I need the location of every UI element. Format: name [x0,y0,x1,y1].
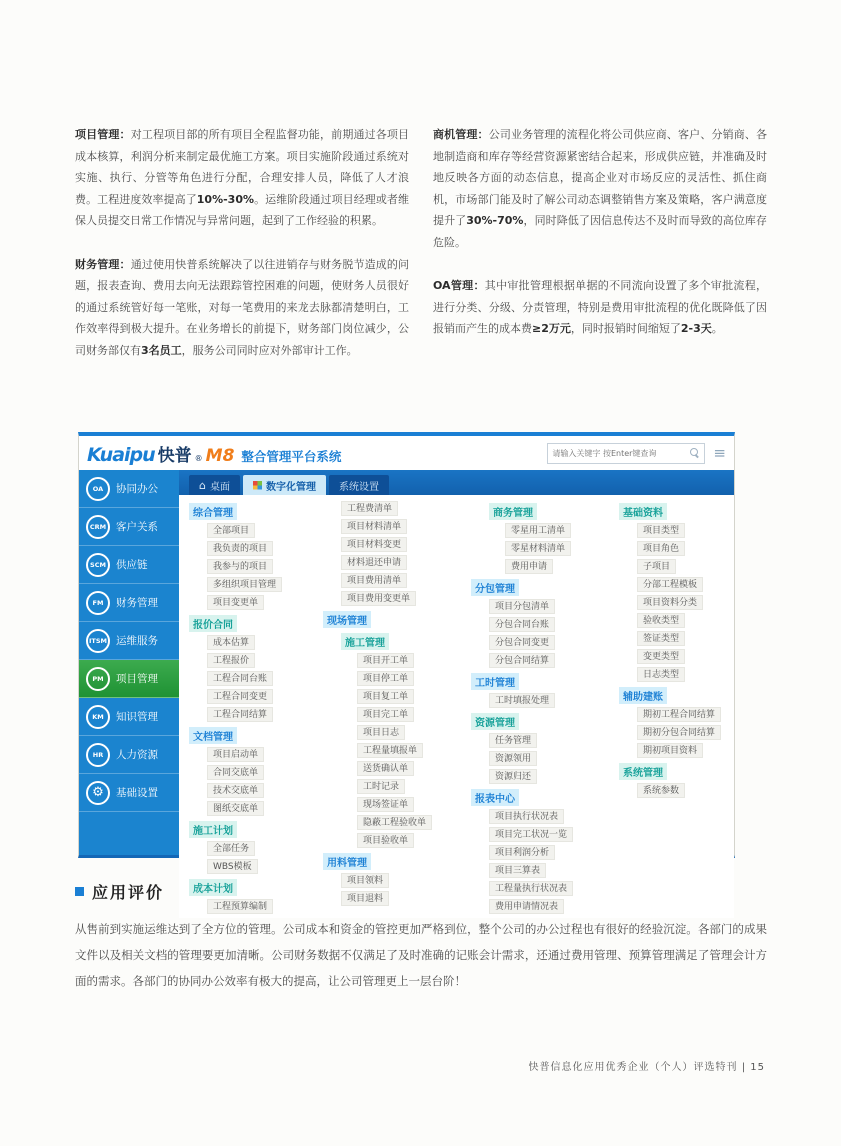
menu-item[interactable]: 项目退料 [341,891,389,906]
menu-column-3 [471,501,617,914]
menu-item[interactable]: 项目资料分类 [637,595,703,610]
module-circle-icon: HR [86,743,110,767]
logo-product-title: 整合管理平台系统 [241,448,342,464]
paragraph-opportunity-management: 商机管理：公司业务管理的流程化将公司供应商、客户、分销商、各地制造商和库存等经营资源紧密结合起来，形成供应链，并准确及时地反映各方面的动态信息，提高企业对市场反应的灵活性、抓住商机，市场部门能及时了解公司动态调整销售方案及策略，客户满意度提升了30%-70%，同时降低了因信息传达不及时而导致的高位库存危险。 [433,128,768,249]
sidebar-item-财务管理[interactable] [79,584,179,622]
menu-content [179,495,734,918]
search-box[interactable] [547,443,705,464]
menu-item[interactable]: 变更类型 [637,649,685,664]
menu-item[interactable]: 验收类型 [637,613,685,628]
menu-item[interactable]: 项目执行状况表 [489,809,564,824]
menu-section-header[interactable]: 基础资料 [619,503,667,520]
tab-label: 数字化管理 [265,481,316,493]
paragraph-finance-management: 财务管理：通过使用快普系统解决了以往进销存与财务脱节造成的问题，报表查询、费用去向无法跟踪管控困难的问题，使财务人员很好的通过系统管好每一笔账，对每一笔费用的来龙去脉都清楚明白，工作效率得到极大提升。在业务增长的前提下，财务部门岗位减少，公司财务部仅有3名员工，服务公司同时应对外部审计工作。 [75,257,410,357]
menu-item[interactable]: 隐蔽工程验收单 [357,815,432,830]
menu-item[interactable]: 全部项目 [207,523,255,538]
menu-item[interactable]: 技术交底单 [207,783,264,798]
paragraph-project-management: 项目管理：对工程项目部的所有项目全程监督功能，前期通过各项目成本核算，利润分析来制定最优施工方案。项目实施阶段通过系统对实施、执行、分管等角色进行分配，合理安排人员，降低了人才浪费。工程进度效率提高了10%-30%。运维阶段通过项目经理或者维保人员提交日常工作情况与异常问题，起到了工作经验的积累。 [75,128,410,227]
menu-section-header[interactable]: 成本计划 [189,879,237,896]
tab-系统设置[interactable] [329,475,389,495]
app-header [79,436,734,470]
menu-item[interactable]: 分包合同台账 [489,617,555,632]
intro-left-column [75,124,409,383]
app-right-pane [179,470,734,912]
module-circle-icon: FM [86,591,110,615]
sidebar-item-label: 财务管理 [116,597,158,609]
menu-item[interactable]: 成本估算 [207,635,255,650]
sidebar-item-label: 协同办公 [116,483,158,495]
menu-item[interactable]: 费用申请情况表 [489,899,564,914]
home-icon: ⌂ [199,478,206,492]
menu-item[interactable]: 工程合同结算 [207,707,273,722]
menu-item[interactable]: 签证类型 [637,631,685,646]
logo-kuaipu-text: Kuaipu [87,443,155,466]
menu-item[interactable]: 项目费用变更单 [341,591,416,606]
menu-section-header[interactable]: 报价合同 [189,615,237,632]
sidebar-item-协同办公[interactable] [79,470,179,508]
menu-icon[interactable]: ≡ [713,443,726,462]
menu-item[interactable]: 送货确认单 [357,761,414,776]
menu-section-header[interactable]: 用料管理 [323,853,371,870]
module-circle-icon: OA [86,477,110,501]
sidebar-item-客户关系[interactable] [79,508,179,546]
menu-item[interactable]: 工时填报处理 [489,693,555,708]
menu-section-header[interactable]: 施工计划 [189,821,237,838]
menu-item[interactable]: 项目材料清单 [341,519,407,534]
menu-item[interactable]: 期初项目资料 [637,743,703,758]
menu-section-header[interactable]: 系统管理 [619,763,667,780]
menu-item[interactable]: 工时记录 [357,779,405,794]
menu-item[interactable]: 项目利润分析 [489,845,555,860]
module-circle-icon: KM [86,705,110,729]
menu-item[interactable]: 分包合同变更 [489,635,555,650]
menu-item[interactable]: 零星材料清单 [505,541,571,556]
sidebar-item-label: 基础设置 [116,787,158,799]
menu-item[interactable]: 费用申请 [505,559,553,574]
menu-item[interactable]: 项目分包清单 [489,599,555,614]
menu-item[interactable]: 项目三算表 [489,863,546,878]
menu-section-header[interactable]: 工时管理 [471,673,519,690]
menu-item[interactable]: 图纸交底单 [207,801,264,816]
menu-item[interactable]: 期初工程合同结算 [637,707,721,722]
menu-item[interactable]: 项目领料 [341,873,389,888]
menu-section-header[interactable]: 辅助建账 [619,687,667,704]
gear-icon: ⚙ [86,781,110,805]
menu-item[interactable]: 工程合同台账 [207,671,273,686]
menu-item[interactable]: 项目费用清单 [341,573,407,588]
menu-item[interactable]: 工程费清单 [341,501,398,516]
sidebar-item-供应链[interactable] [79,546,179,584]
sidebar-item-label: 运维服务 [116,635,158,647]
sidebar-item-基础设置[interactable] [79,774,179,812]
menu-item[interactable]: 项目完工状况一览 [489,827,573,842]
sidebar-item-label: 客户关系 [116,521,158,533]
menu-section-header[interactable]: 资源管理 [471,713,519,730]
review-paragraph: 从售前到实施运维达到了全方位的管理。公司成本和资金的管控更加严格到位，整个公司的办公过程也有很好的经验沉淀。各部门的成果文件以及相关文档的管理要更加清晰。公司财务数据不仅满足了及时准确的记账会计需求，还通过费用管理、预算管理满足了管理会计方面的需求。各部门的协同办公效率有极大的提高，让公司管理更上一层台阶！ [75,922,767,988]
menu-item[interactable]: 材料退还申请 [341,555,407,570]
intro-section [75,124,767,383]
menu-item[interactable]: 项目完工单 [357,707,414,722]
module-circle-icon: SCM [86,553,110,577]
page-footer: 快普信息化应用优秀企业（个人）评选特刊 | 15 [528,1062,765,1073]
menu-item[interactable]: 工程预算编制 [207,899,273,914]
tab-label: 系统设置 [338,481,379,493]
review-heading [75,880,164,903]
menu-item[interactable]: 子项目 [637,559,676,574]
menu-item[interactable]: WBS模板 [207,859,258,874]
menu-item[interactable]: 分包合同结算 [489,653,555,668]
menu-section-header[interactable]: 报表中心 [471,789,519,806]
menu-item[interactable]: 项目角色 [637,541,685,556]
menu-item[interactable]: 项目开工单 [357,653,414,668]
menu-column-4 [619,501,728,914]
menu-item[interactable]: 项目材料变更 [341,537,407,552]
module-sidebar [79,470,179,855]
review-title: 应用评价 [92,883,165,902]
menu-item[interactable]: 系统参数 [637,783,685,798]
search-input[interactable] [552,449,690,458]
menu-item[interactable]: 项目停工单 [357,671,414,686]
menu-item[interactable]: 资源归还 [489,769,537,784]
menu-section-header[interactable]: 现场管理 [323,611,371,628]
menu-section-header[interactable]: 分包管理 [471,579,519,596]
header-right [547,443,726,464]
menu-item[interactable]: 项目变更单 [207,595,264,610]
tab-label: 桌面 [209,481,230,493]
menu-section-header[interactable]: 商务管理 [489,503,537,520]
paragraph-oa-management: OA管理：其中审批管理根据单据的不同流向设置了多个审批流程，进行分类、分级、分责管理，特别是费用审批流程的优化既降低了因报销而产生的成本费≥2万元，同时报销时间缩短了2-3天。 [433,279,767,335]
sidebar-item-label: 人力资源 [116,749,158,761]
menu-item[interactable]: 项目复工单 [357,689,414,704]
menu-section-header[interactable]: 综合管理 [189,503,237,520]
menu-item[interactable]: 日志类型 [637,667,685,682]
search-icon[interactable] [690,448,700,458]
paragraph-lead: 财务管理： [75,257,131,271]
menu-column-1 [189,501,321,914]
menu-item[interactable]: 资源领用 [489,751,537,766]
menu-item[interactable]: 零星用工清单 [505,523,571,538]
menu-section-header[interactable]: 施工管理 [341,633,389,650]
intro-right-column [433,124,767,383]
registered-mark: ® [194,453,203,463]
sidebar-item-label: 项目管理 [116,673,158,685]
menu-item[interactable]: 项目类型 [637,523,685,538]
menu-item[interactable]: 我负责的项目 [207,541,273,556]
menu-item[interactable]: 全部任务 [207,841,255,856]
sidebar-item-知识管理[interactable] [79,698,179,736]
menu-item[interactable]: 多组织项目管理 [207,577,282,592]
tab-桌面[interactable] [189,475,240,495]
menu-item[interactable]: 项目日志 [357,725,405,740]
menu-item[interactable]: 工程合同变更 [207,689,273,704]
menu-item[interactable]: 工程报价 [207,653,255,668]
menu-column-2 [323,501,469,914]
module-circle-icon: PM [86,667,110,691]
kuaipu-logo [87,441,341,466]
square-bullet-icon [75,887,84,896]
menu-item[interactable]: 工程量填报单 [357,743,423,758]
sidebar-item-label: 知识管理 [116,711,158,723]
sidebar-item-运维服务[interactable] [79,622,179,660]
menu-item[interactable]: 项目验收单 [357,833,414,848]
menu-item[interactable]: 分部工程模板 [637,577,703,592]
tab-数字化管理[interactable] [243,475,326,495]
tab-bar [179,470,734,495]
menu-item[interactable]: 现场签证单 [357,797,414,812]
menu-item[interactable]: 任务管理 [489,733,537,748]
paragraph-lead: 项目管理： [75,128,131,141]
menu-item[interactable]: 合同交底单 [207,765,264,780]
paragraph-lead: 商机管理： [433,128,489,141]
sidebar-item-项目管理[interactable] [79,660,179,698]
paragraph-lead: OA管理： [433,279,485,292]
app-grid-icon [253,481,262,490]
sidebar-item-人力资源[interactable] [79,736,179,774]
menu-item[interactable]: 工程量执行状况表 [489,881,573,896]
menu-item[interactable]: 项目启动单 [207,747,264,762]
sidebar-item-label: 供应链 [116,559,148,571]
menu-item[interactable]: 期初分包合同结算 [637,725,721,740]
menu-item[interactable]: 我参与的项目 [207,559,273,574]
menu-section-header[interactable]: 文档管理 [189,727,237,744]
logo-m8-text: M8 [205,445,235,466]
module-circle-icon: ITSM [86,629,110,653]
logo-cn-text: 快普 [157,445,192,466]
module-circle-icon: CRM [86,515,110,539]
